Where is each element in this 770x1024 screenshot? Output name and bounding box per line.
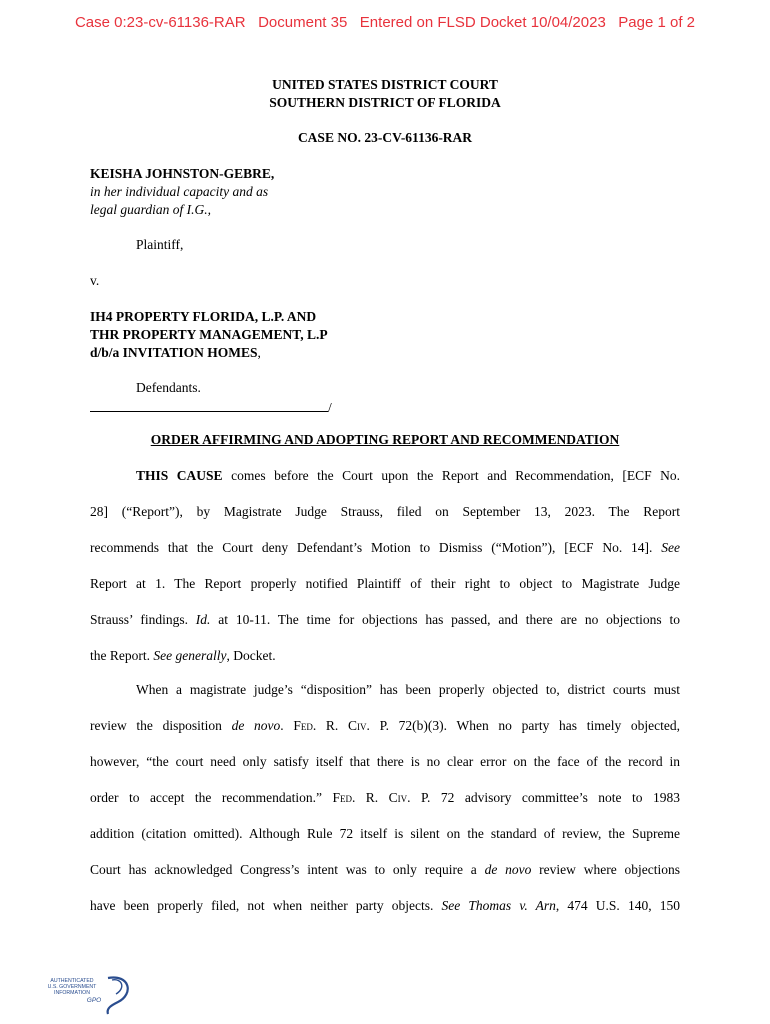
plaintiff-role: Plaintiff, <box>136 237 184 252</box>
gpo-text-line3: INFORMATION <box>54 990 90 996</box>
docket-header: Case 0:23-cv-61136-RAR Document 35 Entered on FLSD Docket 10/04/2023 Page 1 of 2 <box>74 14 696 31</box>
defendant-line1: IH4 PROPERTY FLORIDA, L.P. AND <box>90 309 317 324</box>
defendant-line2: THR PROPERTY MANAGEMENT, L.P <box>90 327 328 342</box>
para1-line1-text: comes before the Court upon the Report and Recommendation, [ECF No. <box>222 468 680 483</box>
case-number: CASE NO. 23-CV-61136-RAR <box>297 130 473 145</box>
para2-de-novo: de novo <box>231 718 281 733</box>
gpo-eagle-wing-icon <box>112 980 122 994</box>
defendant-line3 <box>90 344 261 362</box>
para2-line7-a: have been properly filed, not when neither party objects. <box>90 898 442 913</box>
para1-line1 <box>90 458 680 494</box>
gpo-eagle-icon <box>108 977 128 1014</box>
para2-de-novo-2: de novo <box>484 862 532 877</box>
para2-thomas-v-arn: See Thomas v. Arn <box>441 898 556 913</box>
para1-line6 <box>90 638 680 674</box>
para2-line6-b: review where objections <box>531 862 680 877</box>
gpo-text-line2: U.S. GOVERNMENT <box>47 984 97 990</box>
para1-line6-a: the Report. <box>90 648 154 663</box>
para2-line5: addition (citation omitted). Although Rule 72 itself is silent on the standard of review, the Supreme <box>90 826 680 841</box>
para2-line1: When a magistrate judge’s “disposition” has been properly objected to, district courts must <box>136 682 680 697</box>
para1-line3-text: recommends that the Court deny Defendant’s Motion to Dismiss (“Motion”), [ECF No. 14]. <box>90 540 662 555</box>
caption-slash: / <box>328 400 332 415</box>
order-title: ORDER AFFIRMING AND ADOPTING REPORT AND RECOMMENDATION <box>150 432 620 447</box>
plaintiff-name: KEISHA JOHNSTON-GEBRE, <box>90 166 275 181</box>
defendant-role: Defendants. <box>136 380 201 395</box>
para1-line3 <box>90 530 680 566</box>
plaintiff-capacity-line1: in her individual capacity and as <box>90 184 269 199</box>
para2-line6-a: Court has acknowledged Congress’s intent was to only require a <box>90 862 485 877</box>
plaintiff-capacity-line2: legal guardian of I.G., <box>90 202 211 217</box>
court-name-line2: SOUTHERN DISTRICT OF FLORIDA <box>269 95 501 110</box>
para1-line2: 28] (“Report”), by Magistrate Judge Strauss, filed on September 13, 2023. The Report <box>90 504 680 519</box>
paragraph-1 <box>90 458 680 674</box>
para1-see-generally: See generally <box>153 648 227 663</box>
defendant-dba: d/b/a INVITATION HOMES <box>90 345 258 360</box>
para1-line5-b: at 10-11. The time for objections has passed, and there are no objections to <box>210 612 680 627</box>
para2-line2 <box>90 708 680 744</box>
para2-line2-b: . <box>280 718 294 733</box>
para2-rule-cite-2: Fed. R. Civ. P. <box>332 790 431 805</box>
para2-line3: however, “the court need only satisfy itself that there is no clear error on the face of the record in <box>90 754 680 769</box>
para1-line6-b: , Docket. <box>226 648 276 663</box>
para2-line2-a: review the disposition <box>90 718 232 733</box>
para2-line4-a: order to accept the recommendation.” <box>90 790 333 805</box>
para2-line4-b: 72 advisory committee’s note to 1983 <box>430 790 680 805</box>
para1-line5-a: Strauss’ findings. <box>90 612 196 627</box>
para1-line4: Report at 1. The Report properly notified Plaintiff of their right to object to Magistrate Judge <box>90 576 680 591</box>
gpo-text-line1: AUTHENTICATED <box>50 978 94 984</box>
caption-rule <box>90 398 332 417</box>
gpo-mark: GPO <box>86 997 102 1004</box>
para2-line7-b: , 474 U.S. 140, 150 <box>555 898 680 913</box>
gpo-authentication-seal <box>42 972 132 1018</box>
para2-line6 <box>90 852 680 888</box>
versus: v. <box>90 273 100 288</box>
court-name-line1: UNITED STATES DISTRICT COURT <box>272 77 498 92</box>
para1-id: Id. <box>195 612 211 627</box>
para2-line7 <box>90 888 680 924</box>
defendant-dba-comma: , <box>257 345 261 360</box>
para2-line4 <box>90 780 680 816</box>
caption-underline <box>90 398 328 412</box>
paragraph-2 <box>90 672 680 924</box>
para2-line2-c: 72(b)(3). When no party has timely objected, <box>388 718 681 733</box>
para1-see: See <box>661 540 680 555</box>
this-cause: THIS CAUSE <box>136 468 223 483</box>
para2-rule-cite: Fed. R. Civ. P. <box>293 718 389 733</box>
para1-line5 <box>90 602 680 638</box>
